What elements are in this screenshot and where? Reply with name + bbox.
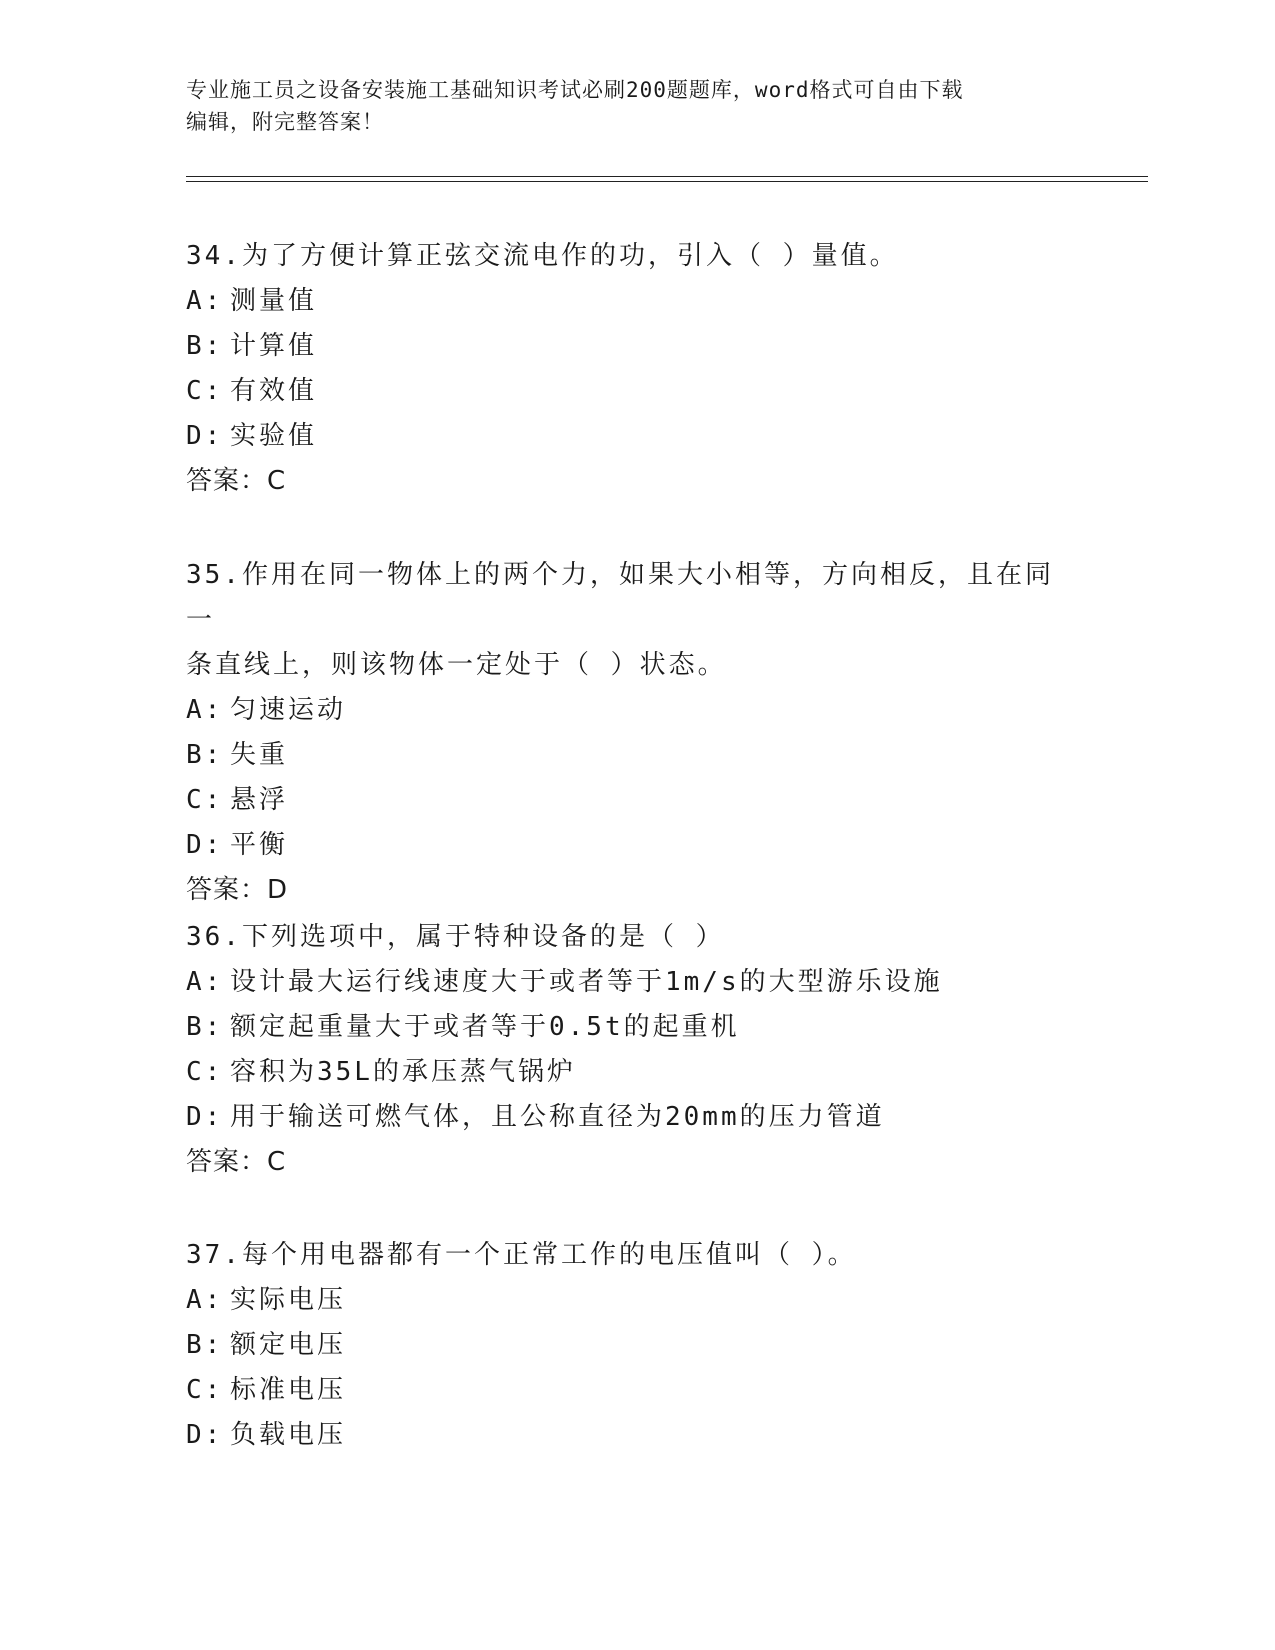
option-key: D: — [186, 1420, 224, 1450]
option-text: 容积为35L的承压蒸气锅炉 — [230, 1057, 576, 1087]
option-a — [186, 279, 1066, 324]
option-key: A: — [186, 1285, 224, 1315]
answer: 答案：D — [186, 875, 289, 905]
answer: 答案：C — [186, 1147, 287, 1177]
option-key: A: — [186, 695, 224, 725]
option-d — [186, 414, 1066, 459]
option-b — [186, 1323, 1066, 1368]
question-37 — [186, 1233, 1066, 1458]
option-a — [186, 960, 1066, 1005]
header-divider-bottom — [186, 181, 1148, 182]
option-text: 有效值 — [230, 376, 318, 406]
question-36 — [186, 915, 1066, 1185]
option-key: B: — [186, 740, 224, 770]
option-a — [186, 688, 1066, 733]
option-text: 测量值 — [230, 286, 318, 316]
question-stem-line-1: 35.作用在同一物体上的两个力，如果大小相等，方向相反，且在同一 — [186, 560, 1054, 635]
header-divider-top — [186, 176, 1148, 177]
option-key: B: — [186, 1012, 224, 1042]
option-text: 悬浮 — [230, 785, 289, 815]
option-c — [186, 369, 1066, 414]
option-key: D: — [186, 830, 224, 860]
option-d — [186, 1413, 1066, 1458]
option-text: 额定电压 — [230, 1330, 347, 1360]
option-text: 平衡 — [230, 830, 289, 860]
option-a — [186, 1278, 1066, 1323]
header-title-line-2: 编辑，附完整答案！ — [186, 110, 384, 134]
option-text: 标准电压 — [230, 1375, 347, 1405]
option-b — [186, 324, 1066, 369]
option-key: C: — [186, 376, 224, 406]
document-header — [186, 74, 1086, 138]
option-key: D: — [186, 421, 224, 451]
option-b — [186, 1005, 1066, 1050]
option-key: A: — [186, 286, 224, 316]
question-stem-line-2: 条直线上，则该物体一定处于（ ）状态。 — [186, 650, 727, 680]
option-text: 实际电压 — [230, 1285, 347, 1315]
option-text: 额定起重量大于或者等于0.5t的起重机 — [230, 1012, 740, 1042]
option-key: C: — [186, 1375, 224, 1405]
option-b — [186, 733, 1066, 778]
question-35 — [186, 553, 1066, 913]
option-c — [186, 1050, 1066, 1095]
option-key: C: — [186, 785, 224, 815]
option-text: 负载电压 — [230, 1420, 347, 1450]
header-title-line-1: 专业施工员之设备安装施工基础知识考试必刷200题题库，word格式可自由下载 — [186, 78, 964, 102]
option-key: A: — [186, 967, 224, 997]
option-text: 计算值 — [230, 331, 318, 361]
option-key: B: — [186, 1330, 224, 1360]
option-text: 用于输送可燃气体，且公称直径为20mm的压力管道 — [230, 1102, 885, 1132]
option-c — [186, 1368, 1066, 1413]
answer: 答案：C — [186, 466, 287, 496]
question-stem: 36.下列选项中，属于特种设备的是（ ） — [186, 922, 725, 952]
option-key: D: — [186, 1102, 224, 1132]
option-text: 失重 — [230, 740, 289, 770]
option-d — [186, 1095, 1066, 1140]
question-34 — [186, 234, 1066, 504]
question-stem: 37.每个用电器都有一个正常工作的电压值叫（ ）。 — [186, 1240, 857, 1270]
option-text: 实验值 — [230, 421, 318, 451]
option-text: 设计最大运行线速度大于或者等于1m/s的大型游乐设施 — [230, 967, 943, 997]
option-key: B: — [186, 331, 224, 361]
option-c — [186, 778, 1066, 823]
option-text: 匀速运动 — [230, 695, 347, 725]
option-d — [186, 823, 1066, 868]
question-stem: 34.为了方便计算正弦交流电作的功，引入（ ）量值。 — [186, 241, 899, 271]
option-key: C: — [186, 1057, 224, 1087]
